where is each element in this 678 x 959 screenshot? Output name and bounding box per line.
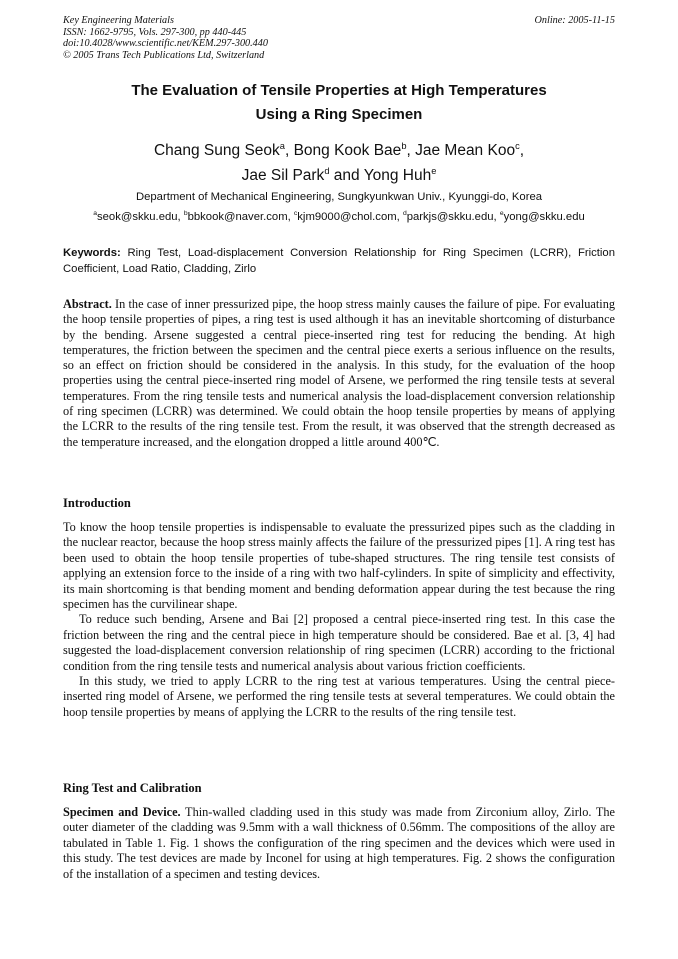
author-name: Yong Huh bbox=[363, 167, 432, 184]
keywords-text: Ring Test, Load-displacement Conversion Relationship for Ring Specimen (LCRR), Friction Coefficient, Load Ratio, Cladding, Zirlo bbox=[63, 247, 615, 275]
keywords bbox=[63, 246, 615, 277]
title-line-1: The Evaluation of Tensile Properties at High Temperatures bbox=[131, 82, 547, 99]
email-mark: e bbox=[499, 210, 504, 218]
author-line-2 bbox=[0, 163, 678, 188]
affiliation: Department of Mechanical Engineering, Sungkyunkwan Univ., Kyunggi-do, Korea bbox=[135, 191, 543, 203]
author-emails bbox=[0, 211, 678, 223]
paragraph: To know the hoop tensile properties is indispensable to evaluate the pressurized pipes such as the cladding in the nuclear reactor, because the hoop stress mainly affects the failure of the pressurized pipes [1]. A ring test has been used to obtain the hoop tensile properties of tube-shaped structures. The ring tensile test consists of applying an extension force to the inside of a ring with two half-cylinders. In spite of simplicity and effectivity, its main shortcoming is that bending moment and bending deformation appear during the test because the ring specimen has the curvilinear shape. bbox=[63, 520, 615, 612]
email-address: bbkook@naver.com, bbox=[187, 211, 294, 223]
author-separator: , bbox=[284, 142, 294, 159]
affiliation-mark: b bbox=[401, 140, 407, 151]
author-separator: , bbox=[519, 142, 525, 159]
author-separator: , bbox=[406, 142, 416, 159]
email-mark: b bbox=[183, 210, 188, 218]
author-list bbox=[0, 138, 678, 188]
author-name: Jae Mean Koo bbox=[415, 142, 516, 159]
abstract-text: In the case of inner pressurized pipe, the hoop stress mainly causes the failure of pipe. For evaluating the hoop tensile properties of pipes, a ring test is used although it has an inevitable shortcoming of disturbance by the bending. Arsene suggested a central piece-inserted ring test for reducing the bending. At high temperatures, the friction between the specimen and the central piece exerts a serious influence on the results, so an effect on friction should be considered in the analysis. In this study, for the evaluation of the hoop properties using the central piece-inserted ring model of Arsene, we performed the ring tensile tests at several temperatures. From the ring tensile tests and numerical analysis the load-displacement conversion relationship of ring specimen (LCRR) was determined. We could obtain the hoop tensile properties by means of applying the LCRR to the results of the ring tensile test. From the result, it was observed that the strength decreased as the temperature increased, and the elongation dropped a little around 400℃. bbox=[63, 297, 615, 449]
ring-test-heading: Ring Test and Calibration bbox=[63, 781, 202, 795]
email-address: kjm9000@chol.com, bbox=[297, 211, 403, 223]
paragraph: In this study, we tried to apply LCRR to the ring test at various temperatures. Using the central piece-inserted ring model of Arsene, we performed the ring tensile tests at several temperatures. We could obtain the hoop tensile properties by means of applying the LCRR to the results of the ring tensile test. bbox=[63, 674, 615, 719]
doi-line: doi:10.4028/www.scientific.net/KEM.297-300.440 bbox=[63, 38, 268, 49]
keywords-label: Keywords: bbox=[63, 247, 121, 259]
paragraph: To reduce such bending, Arsene and Bai [2] proposed a central piece-inserted ring test. In this case the friction between the ring and the central piece in high temperature should be considered. Bae et al. [3, 4] had suggested the load-displacement conversion relationship of ring specimen (LCRR) according to the frictional condition from the ring tensile tests and numerical analysis about various friction coefficients. bbox=[63, 612, 615, 673]
author-name: Bong Kook Bae bbox=[293, 142, 402, 159]
email-mark: a bbox=[93, 210, 97, 218]
paragraph-text: Thin-walled cladding used in this study was made from Zirconium alloy, Zirlo. The outer diameter of the cladding was 9.5mm with a wall thickness of 0.56mm. The compositions of the alloy are tabulated in Table 1. Fig. 1 shows the configuration of the ring specimen and the devices which were used in this study. The test devices are made by Inconel for using at high temperatures. Fig. 2 shows the configuration of the installation of a specimen and testing devices. bbox=[63, 805, 616, 881]
ring-test-body bbox=[63, 805, 615, 882]
abstract bbox=[63, 297, 615, 450]
author-separator: and bbox=[329, 167, 364, 184]
introduction-heading: Introduction bbox=[63, 496, 131, 510]
affiliation-mark: c bbox=[515, 140, 520, 151]
paper-title bbox=[0, 79, 678, 127]
title-line-2: Using a Ring Specimen bbox=[255, 106, 423, 123]
issn-line: ISSN: 1662-9795, Vols. 297-300, pp 440-445 bbox=[63, 26, 247, 38]
introduction-body bbox=[63, 520, 615, 720]
affiliation-mark: a bbox=[279, 140, 285, 151]
author-name: Jae Sil Park bbox=[241, 167, 325, 184]
email-address: parkjs@skku.edu, bbox=[406, 211, 500, 223]
email-address: yong@skku.edu bbox=[503, 211, 585, 223]
affiliation-mark: e bbox=[431, 165, 437, 176]
email-mark: d bbox=[402, 210, 407, 218]
email-address: seok@skku.edu, bbox=[97, 211, 184, 223]
journal-metadata bbox=[63, 15, 268, 61]
journal-name: Key Engineering Materials bbox=[63, 15, 174, 26]
subsection-label: Specimen and Device. bbox=[63, 805, 181, 819]
copyright-line: © 2005 Trans Tech Publications Ltd, Switzerland bbox=[63, 49, 265, 61]
email-mark: c bbox=[293, 210, 298, 218]
abstract-label: Abstract. bbox=[63, 297, 112, 311]
affiliation-mark: d bbox=[324, 165, 330, 176]
author-line-1 bbox=[0, 138, 678, 163]
author-name: Chang Sung Seok bbox=[153, 142, 280, 159]
paragraph bbox=[63, 805, 615, 882]
online-date: Online: 2005-11-15 bbox=[534, 15, 615, 26]
